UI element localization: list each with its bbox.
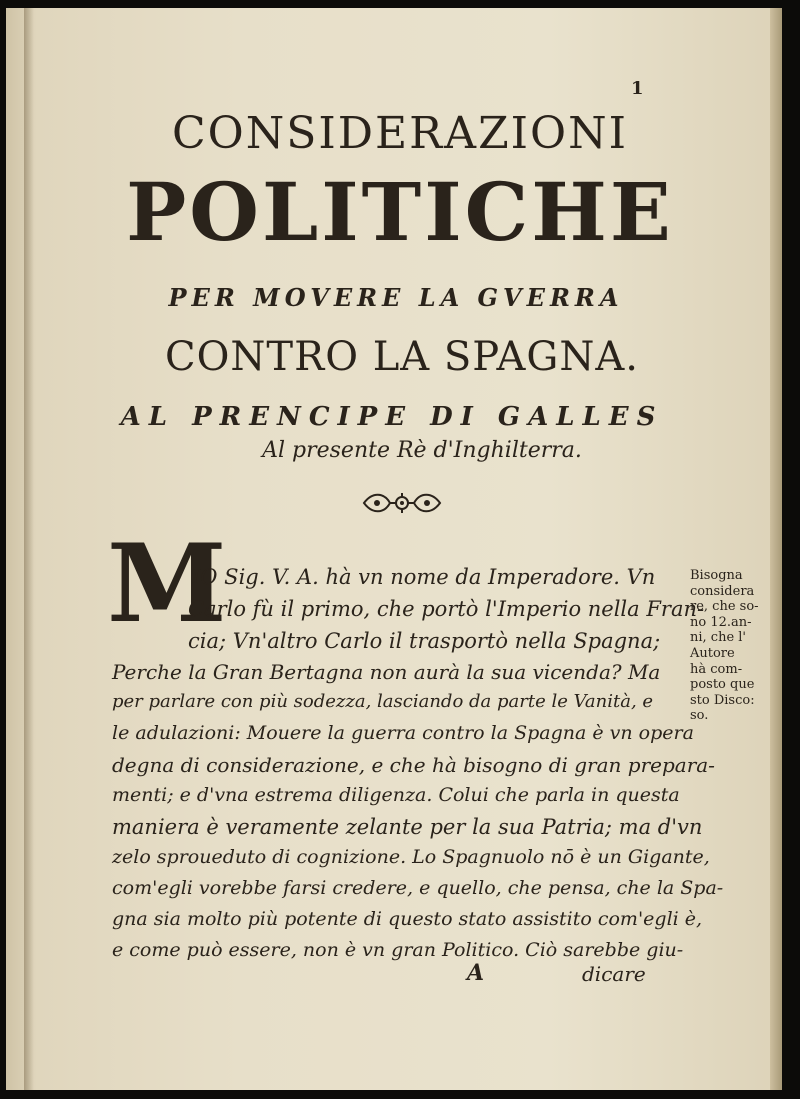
body-line-8: menti; e d'vna estrema diligenza. Colui che parla in questa <box>112 784 680 806</box>
body-line-11: com'egli vorebbe farsi credere, e quello, che pensa, che la Spa- <box>112 877 724 899</box>
margin-note-line: posto que <box>690 677 755 693</box>
body-line-2: Carlo fù il primo, che portò l'Imperio nella Fran- <box>188 597 705 621</box>
margin-note-line: no 12.an- <box>690 614 752 630</box>
title-line-6: Al presente Rè d'Inghilterra. <box>262 438 582 463</box>
body-line-13: e come può essere, non è vn gran Politico. Ciò sarebbe giu- <box>112 939 684 961</box>
body-line-7: degna di considerazione, e che hà bisogno di gran prepara- <box>112 753 715 777</box>
body-line-4: Perche la Gran Bertagna non aurà la sua vicenda? Ma <box>112 660 661 684</box>
margin-note-line: considera <box>690 583 755 599</box>
body-line-1: IO Sig. V. A. hà vn nome da Imperadore. Vn <box>192 565 656 589</box>
body-line-6: le adulazioni: Mouere la guerra contro la Spagna è vn opera <box>112 722 694 744</box>
margin-note-line: re, che so- <box>690 599 759 615</box>
title-line-1: CONSIDERAZIONI <box>172 108 628 159</box>
title-line-5: AL PRENCIPE DI GALLES <box>120 402 664 432</box>
page-number: 1 <box>631 78 644 99</box>
body-line-5: per parlare con più sodezza, lasciando da parte le Vanità, e <box>112 691 654 712</box>
title-line-2: POLITICHE <box>126 165 674 259</box>
margin-note-line: Autore <box>690 645 735 661</box>
catchword: dicare <box>582 962 646 986</box>
margin-note-line: so. <box>690 708 709 724</box>
signature-mark: A <box>467 960 485 986</box>
body-line-9: maniera è veramente zelante per la sua Patria; ma d'vn <box>112 815 703 839</box>
margin-note-line: hà com- <box>690 661 743 677</box>
margin-note <box>690 568 770 724</box>
title-line-3: PER MOVERE LA GVERRA <box>168 283 624 312</box>
body-line-12: gna sia molto più potente di questo stato assistito com'egli è, <box>112 908 703 930</box>
margin-note-line: ni, che l' <box>690 630 747 646</box>
margin-note-line: Bisogna <box>690 568 743 583</box>
margin-note-line: sto Disco: <box>690 692 755 708</box>
fleuron-ornament-icon <box>360 490 444 516</box>
drop-cap: M <box>107 521 227 647</box>
body-line-10: zelo sproueduto di cognizione. Lo Spagnuolo nō è un Gigante, <box>112 846 710 868</box>
title-line-4: CONTRO LA SPAGNA. <box>165 334 639 380</box>
body-line-3: cia; Vn'altro Carlo il trasportò nella Spagna; <box>188 629 661 653</box>
